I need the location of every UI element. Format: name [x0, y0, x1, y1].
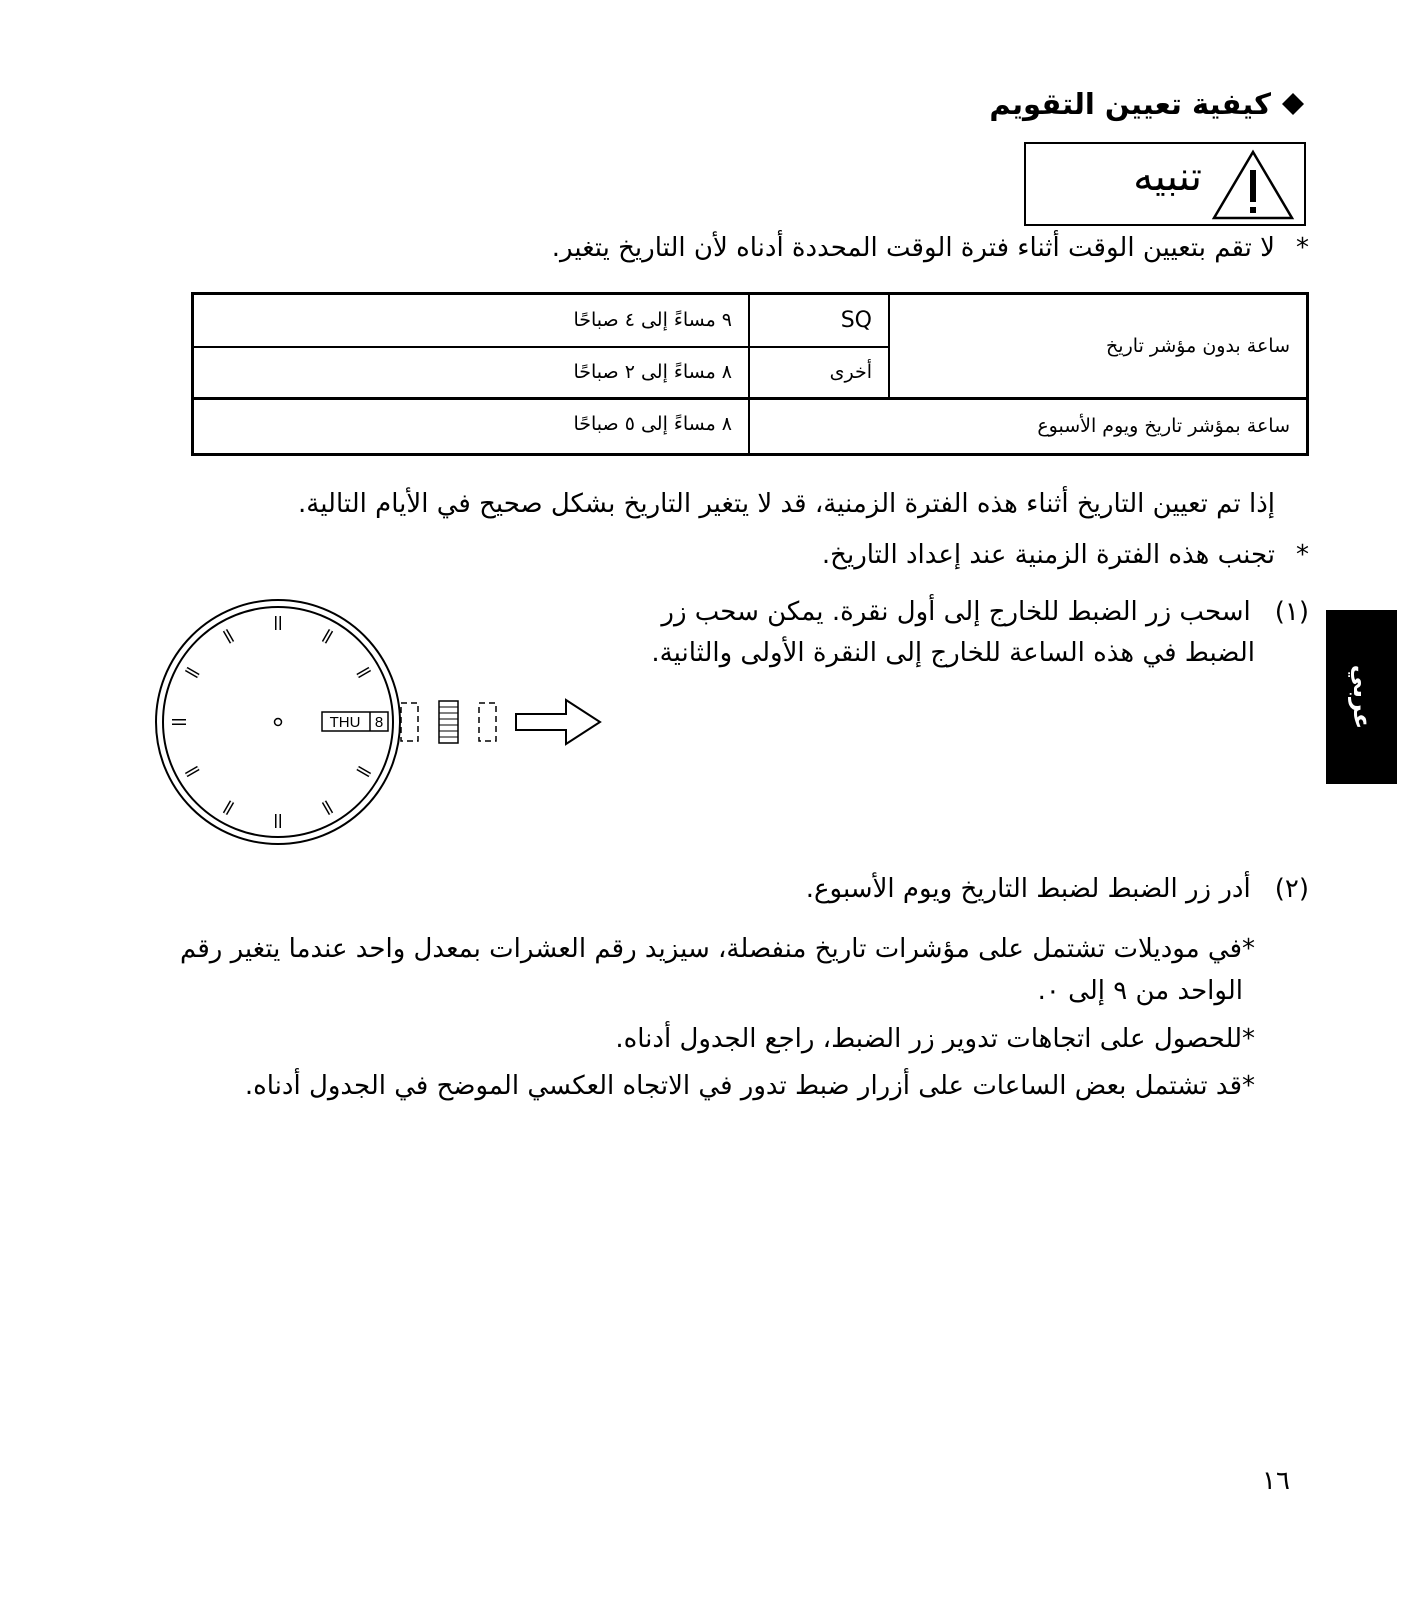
date-window: 8 [374, 714, 384, 731]
language-tab-label: عربي [1347, 664, 1376, 730]
step-number: (١) [1274, 597, 1309, 627]
diamond-bullet-icon [1281, 92, 1305, 116]
table-row-label: ساعة بدون مؤشر تاريخ [1106, 335, 1290, 357]
warning-note [552, 233, 1309, 263]
crown-position-2 [479, 703, 496, 741]
note-text: تجنب هذه الفترة الزمنية عند إعداد التاريخ. [821, 540, 1275, 570]
crown-icon [439, 701, 458, 743]
pull-arrow-icon [516, 700, 600, 744]
caution-label: تنبيه [1133, 154, 1202, 200]
step-number: (٢) [1274, 874, 1309, 904]
step2-note: *في موديلات تشتمل على مؤشرات تاريخ منفصلة، سيزيد رقم العشرات بمعدل واحد عندما يتغير رقم [180, 934, 1255, 964]
table-divider [194, 397, 1306, 400]
table-row-label: ساعة بمؤشر تاريخ ويوم الأسبوع [1037, 415, 1290, 437]
time-period-table [191, 292, 1309, 456]
center-pin [275, 719, 282, 726]
table-cell-period: ٩ مساءً إلى ٤ صباحًا [573, 309, 732, 331]
step2-note: *قد تشتمل بعض الساعات على أزرار ضبط تدور في الاتجاه العكسي الموضح في الجدول أدناه. [244, 1071, 1255, 1101]
section-heading [605, 82, 1305, 126]
table-cell-period: ٨ مساءً إلى ٥ صباحًا [573, 413, 732, 435]
step-1 [661, 597, 1309, 627]
step-1-continued: الضبط في هذه الساعة للخارج إلى النقرة الأولى والثانية. [651, 638, 1255, 668]
table-divider [748, 295, 750, 453]
step2-note: *للحصول على اتجاهات تدوير زر الضبط، راجع الجدول أدناه. [615, 1024, 1255, 1054]
step-text: اسحب زر الضبط للخارج إلى أول نقرة. يمكن سحب زر [661, 597, 1251, 627]
step2-note: الواحد من ٩ إلى ٠. [1037, 976, 1243, 1006]
step-2 [806, 874, 1309, 904]
note-line: إذا تم تعيين التاريخ أثناء هذه الفترة الزمنية، قد لا يتغير التاريخ بشكل صحيح في الأيام التالية. [297, 489, 1275, 519]
note-line [822, 540, 1309, 570]
note-star: * [1296, 540, 1309, 570]
language-tab[interactable] [1326, 610, 1397, 784]
caution-box [1024, 142, 1306, 226]
page-number: ١٦ [1262, 1466, 1290, 1496]
table-divider [194, 346, 890, 348]
warning-triangle-icon [1210, 148, 1296, 222]
note-star: * [1296, 233, 1309, 263]
watch-diagram [152, 595, 612, 855]
table-sub-label: أخرى [829, 361, 872, 383]
table-cell-period: ٨ مساءً إلى ٢ صباحًا [573, 361, 732, 383]
step-text: أدر زر الضبط لضبط التاريخ ويوم الأسبوع. [805, 874, 1251, 904]
day-window: THU [329, 714, 361, 731]
crown-position-0 [401, 703, 418, 741]
warning-note-text: لا تقم بتعيين الوقت أثناء فترة الوقت المحددة أدناه لأن التاريخ يتغير. [551, 233, 1275, 263]
table-sub-label: SQ [840, 308, 872, 333]
page-title: كيفية تعيين التقويم [989, 87, 1271, 121]
